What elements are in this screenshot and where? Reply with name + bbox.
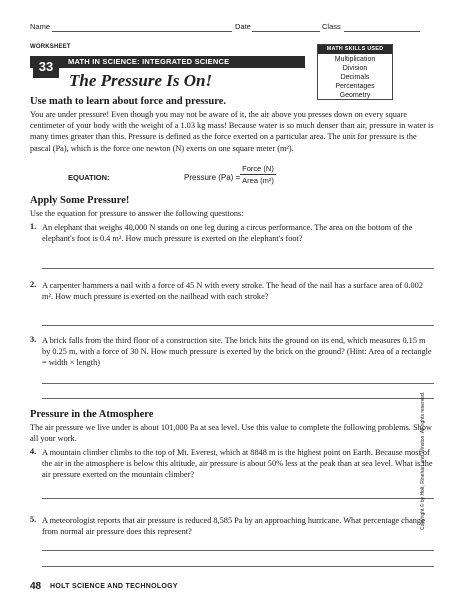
- question-text: A meteorologist reports that air pressure is reduced 8,585 Pa by an approaching hurricane. What percentage change from normal air pressure does this represent?: [42, 516, 425, 537]
- copyright-text: Copyright © by Holt, Rinehart and Winston. All rights reserved.: [420, 391, 426, 530]
- name-field[interactable]: [52, 31, 232, 32]
- atmosphere-heading: Pressure in the Atmosphere: [30, 409, 154, 420]
- answer-line[interactable]: [42, 550, 434, 551]
- equation-label: EQUATION:: [68, 173, 110, 182]
- intro-heading: Use math to learn about force and pressure.: [30, 96, 226, 107]
- date-label: Date: [235, 22, 251, 31]
- question-number: 3.: [30, 335, 37, 344]
- question-number: 2.: [30, 280, 37, 289]
- answer-line[interactable]: [42, 498, 434, 499]
- answer-line[interactable]: [42, 383, 434, 384]
- intro-paragraph: You are under pressure! Even though you may not be aware of it, the air above you presses down on every square centimeter of your body with the weight of a 1.03 kg mass! Because water is so much denser than air, pressure in water is many times greater than this. Pressure is defined as the force exerted on a particular area. The unit for pressure is the pascal (Pa), which is the force one newton (N) exerts on one square meter (m²).: [30, 110, 434, 153]
- class-label: Class: [322, 22, 341, 31]
- equation-fraction: [240, 164, 276, 185]
- equation-denominator: Area (m²): [242, 176, 274, 185]
- apply-heading: Apply Some Pressure!: [30, 195, 130, 206]
- copyright-notice: [420, 360, 430, 530]
- page-title: The Pressure Is On!: [69, 71, 213, 90]
- question-number: 5.: [30, 515, 37, 524]
- question-text: A brick falls from the third floor of a construction site. The brick hits the ground on its end, which measures 0.15 m by 0.25 m, with a force of 30 N. How much pressure is exerted by the brick on the ground? (Hint: Area of a rectangle = width × length): [42, 336, 432, 368]
- worksheet-number: 33: [33, 56, 59, 78]
- skill-item: Decimals: [340, 74, 370, 81]
- name-label: Name: [30, 22, 51, 31]
- math-skills-heading: MATH SKILLS USED: [318, 45, 392, 54]
- page-number: 48: [30, 581, 42, 592]
- question-text: A mountain climber climbs to the top of Mt. Everest, which at 8848 m is the highest point on Earth. Because most of the air in the atmosphere is below this altitude, air pressure is about 50% less at the peak than at sea level. What is the air pressure exerted on the mountain climber?: [42, 448, 433, 480]
- math-skills-list: [318, 55, 392, 100]
- skill-item: Multiplication: [334, 56, 376, 63]
- date-field[interactable]: [252, 31, 320, 32]
- atmosphere-paragraph: The air pressure we live under is about 101,000 Pa at sea level. Use this value to complete the following problems. Show all your work.: [30, 423, 432, 444]
- answer-line[interactable]: [42, 566, 434, 567]
- answer-line[interactable]: [42, 325, 434, 326]
- question-text: An elephant that weighs 40,000 N stands on one leg during a circus performance. The area on the bottom of the elephant's foot is 0.4 m². How much pressure is exerted on the elephant's foot?: [42, 223, 413, 244]
- skill-item: Division: [342, 65, 368, 72]
- math-skills-box: [317, 44, 393, 100]
- section-title: MATH IN SCIENCE: INTEGRATED SCIENCE: [68, 57, 230, 66]
- equation-lhs: Pressure (Pa) =: [184, 173, 241, 182]
- worksheet-label: WORKSHEET: [30, 44, 71, 50]
- question-number: 4.: [30, 447, 37, 456]
- equation-numerator: Force (N): [240, 164, 276, 175]
- skill-item: Percentages: [335, 83, 375, 90]
- publisher-footer: HOLT SCIENCE AND TECHNOLOGY: [50, 583, 178, 590]
- apply-instruction: Use the equation for pressure to answer the following questions:: [30, 209, 244, 218]
- answer-line[interactable]: [42, 268, 434, 269]
- skill-item: Geometry: [339, 92, 371, 99]
- answer-line[interactable]: [42, 398, 434, 399]
- question-number: 1.: [30, 222, 37, 231]
- question-text: A carpenter hammers a nail with a force of 45 N with every stroke. The head of the nail has a surface area of 0.002 m². How much pressure is exerted on the nailhead with each stroke?: [42, 281, 423, 302]
- class-field[interactable]: [344, 31, 420, 32]
